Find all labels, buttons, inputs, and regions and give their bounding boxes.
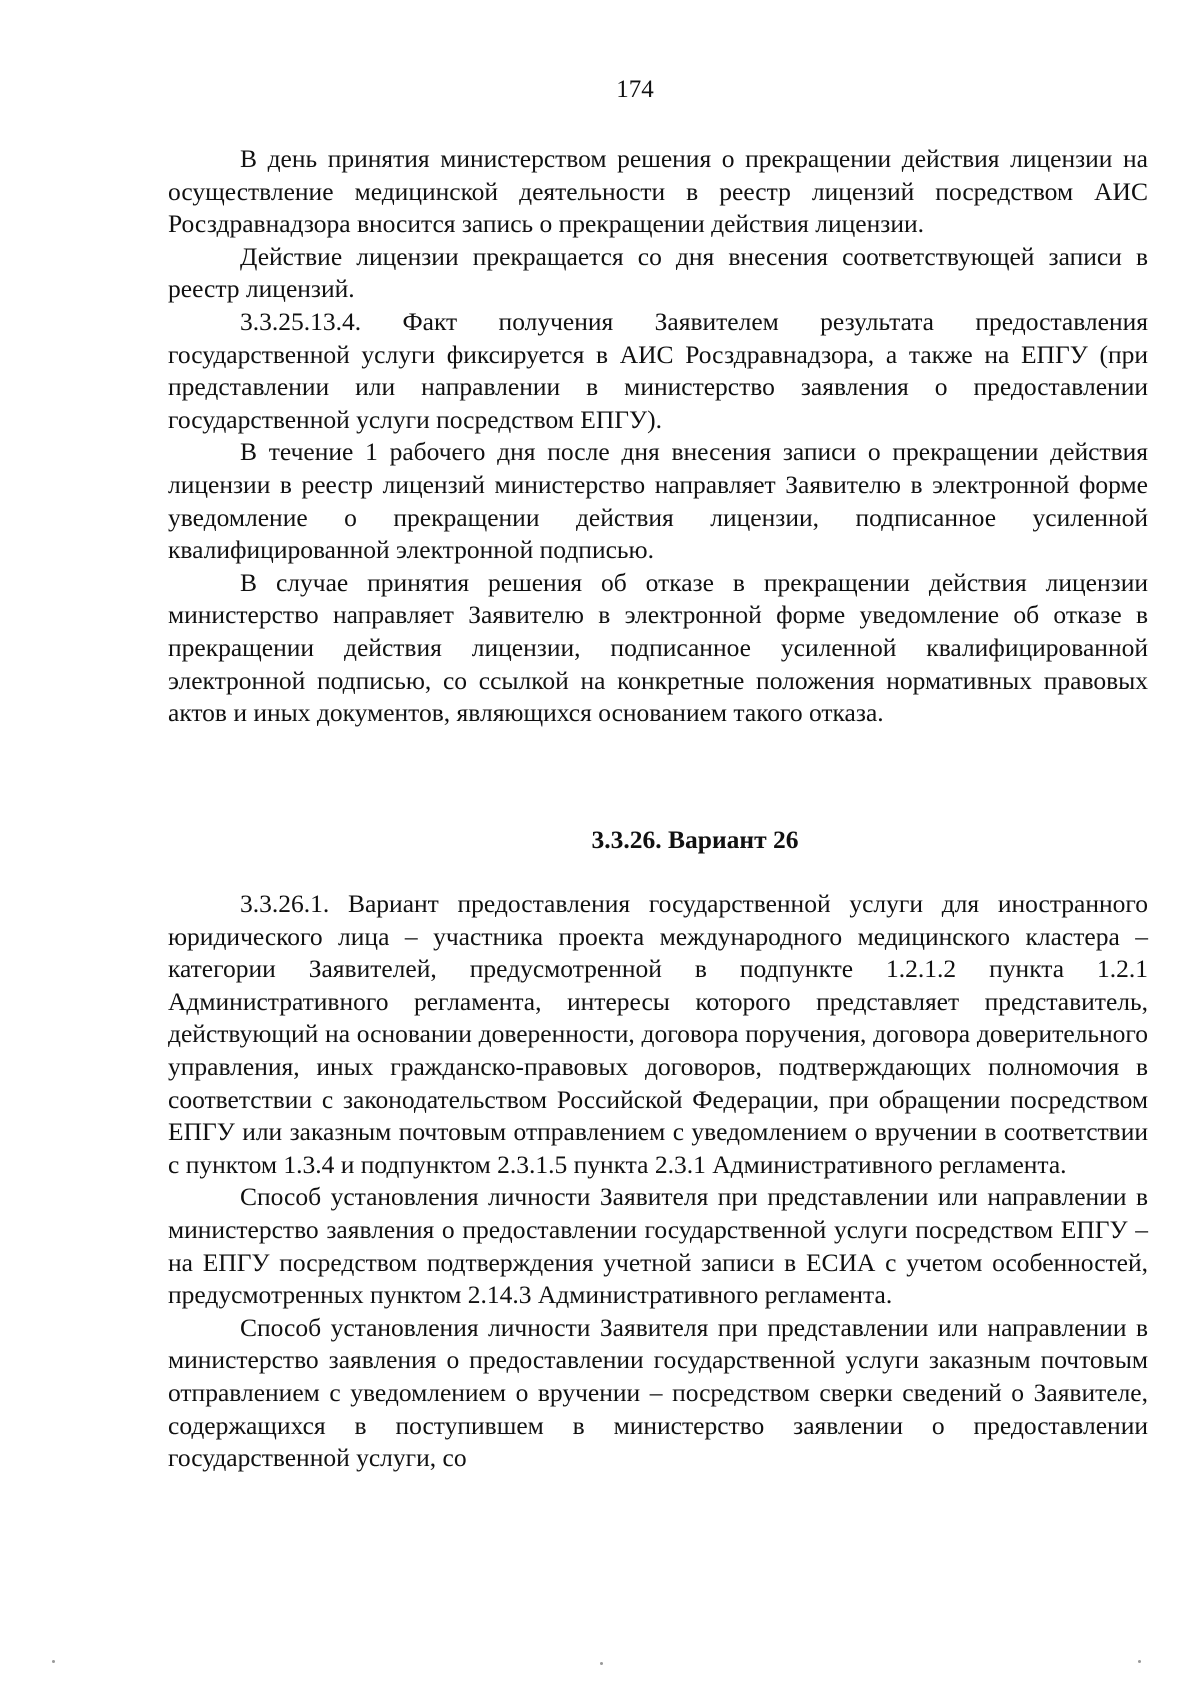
- scan-speck: [52, 1660, 55, 1663]
- paragraph: Способ установления личности Заявителя при представлении или направлении в министерство заявления о предоставлении государственной услуги заказным почтовым отправлением с уведомлением о вручении – посредством сверки сведений о Заявителе, содержащихся в поступившем в министерство заявлении о предоставлении государственной услуги, со: [168, 1312, 1148, 1473]
- paragraph: В течение 1 рабочего дня после дня внесения записи о прекращении действия лицензии в реестр лицензий министерство направляет Заявителю в электронной форме уведомление о прекращении действия лицензии, подписанное усиленной квалифицированной электронной подписью.: [168, 437, 1148, 565]
- paragraph: В день принятия министерством решения о прекращении действия лицензии на осуществление медицинской деятельности в реестр лицензий посредством АИС Росздравнадзора вносится запись о прекращении действия лицензии.: [168, 144, 1148, 239]
- paragraph: Способ установления личности Заявителя при представлении или направлении в министерство заявления о предоставлении государственной услуги посредством ЕПГУ – на ЕПГУ посредством подтверждения учетной записи в ЕСИА с учетом особенностей, предусмотренных пунктом 2.14.3 Административного регламента.: [168, 1182, 1148, 1310]
- section-heading: 3.3.26. Вариант 26: [591, 825, 799, 854]
- top-text-block: [168, 143, 1148, 730]
- paragraph: 3.3.26.1. Вариант предоставления государственной услуги для иностранного юридического лица – участника проекта международного медицинского кластера – категории Заявителей, предусмотренной в подпункте 1.2.1.2 пункта 1.2.1 Административного регламента, интересы которого представляет представитель, действующий на основании доверенности, договора поручения, договора доверительного управления, иных гражданско-правовых договоров, подтверждающих полномочия в соответствии с законодательством Российской Федерации, при обращении посредством ЕПГУ или заказным почтовым отправлением с уведомлением о вручении в соответствии с пунктом 1.3.4 и подпунктом 2.3.1.5 пункта 2.3.1 Административного регламента.: [168, 889, 1148, 1179]
- page-number: 174: [616, 76, 654, 103]
- bottom-text-block: [168, 888, 1148, 1475]
- paragraph: В случае принятия решения об отказе в прекращении действия лицензии министерство направляет Заявителю в электронной форме уведомление об отказе в прекращении действия лицензии, подписанное усиленной квалифицированной электронной подписью, со ссылкой на конкретные положения нормативных правовых актов и иных документов, являющихся основанием такого отказа.: [168, 567, 1148, 728]
- scan-speck: [1138, 1660, 1141, 1663]
- scan-speck: [600, 1662, 603, 1665]
- paragraph: Действие лицензии прекращается со дня внесения соответствующей записи в реестр лицензий.: [168, 241, 1148, 304]
- paragraph: 3.3.25.13.4. Факт получения Заявителем результата предоставления государственной услуги фиксируется в АИС Росздравнадзора, а также на ЕПГУ (при представлении или направлении в министерство заявления о предоставлении государственной услуги посредством ЕПГУ).: [168, 306, 1148, 434]
